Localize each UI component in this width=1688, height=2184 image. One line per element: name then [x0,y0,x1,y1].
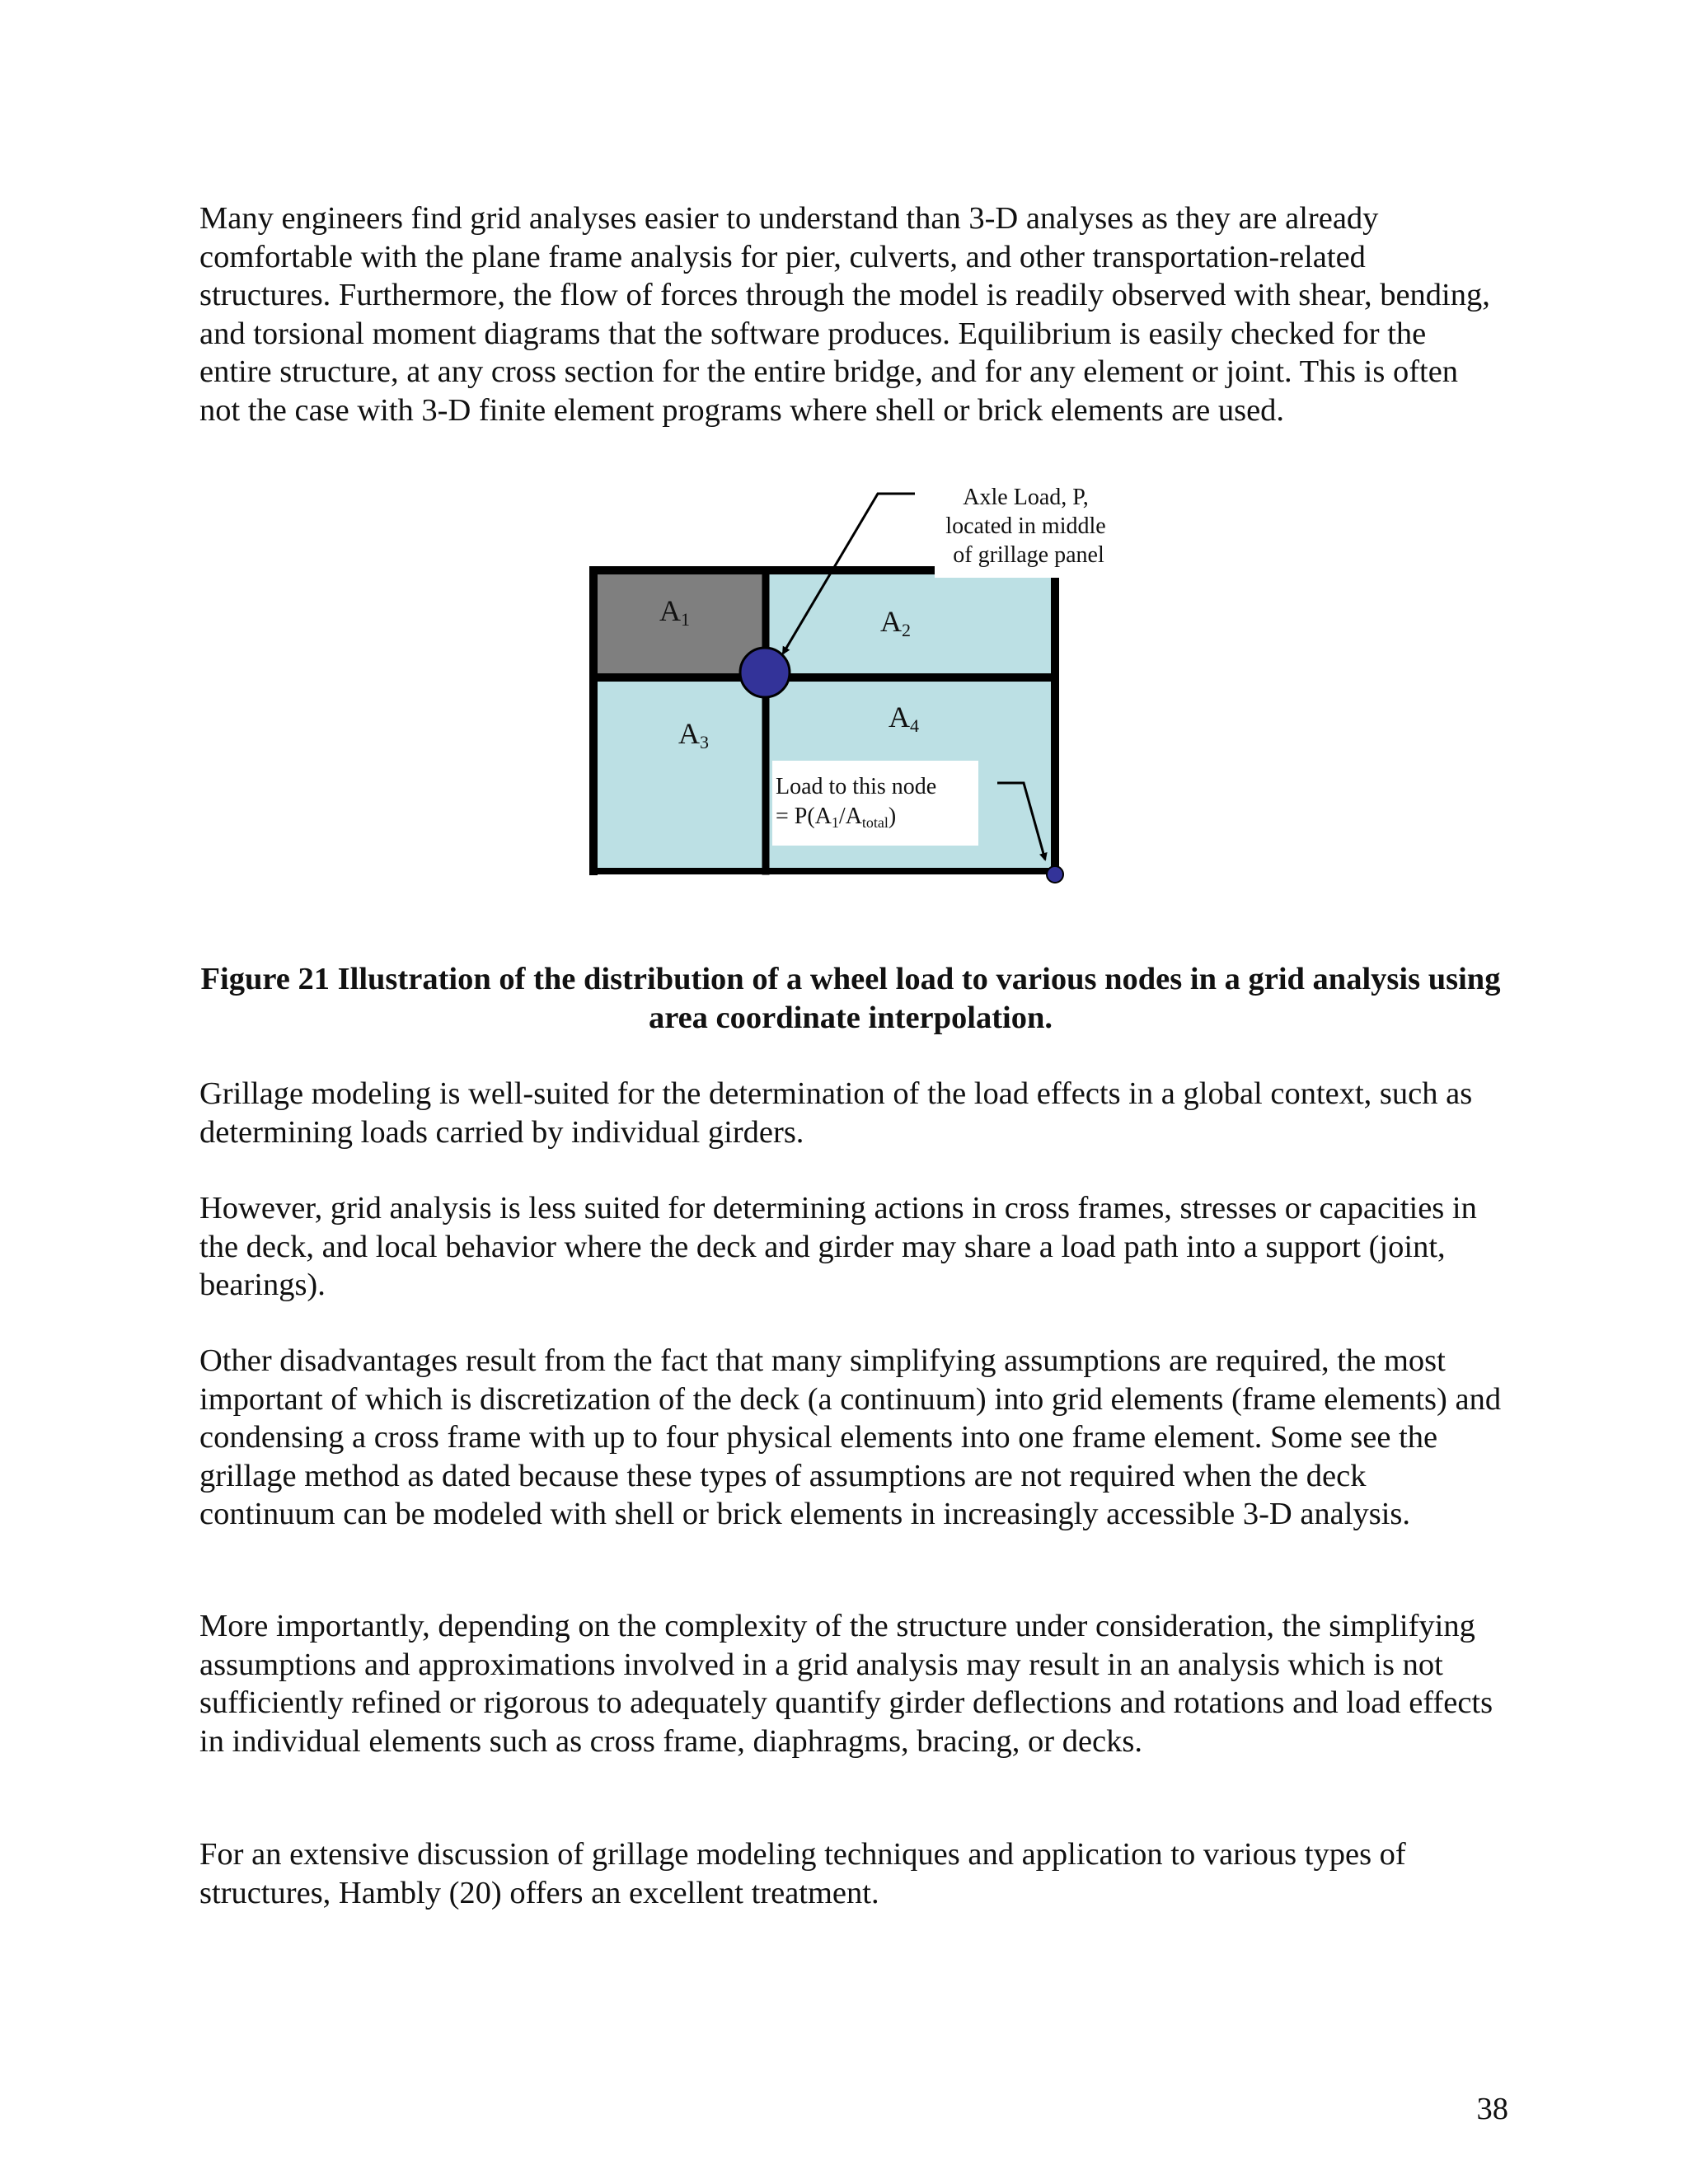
axle-label [945,485,1111,568]
paragraph-hambly-reference: For an extensive discussion of grillage modeling techniques and application to various types of structures, Hambly (20) offers an excellent treatment. [199,1837,1406,1910]
area-a4-subscript: 4 [910,715,919,736]
area-a2-subscript: 2 [902,620,911,640]
node-label-prefix: = P(A [776,804,832,829]
area-a3-subscript: 3 [700,732,709,752]
axle-label-line-1: Axle Load, P, [963,485,1089,510]
area-a3-panel [593,677,765,871]
node-label-line-1: Load to this node [776,774,937,799]
paragraph-grid-analysis-intro: Many engineers find grid analyses easier to understand than 3-D analyses as they are already comfortable with the plane frame analysis for pier, culverts, and other transportation-related structures. Furthermore, the flow of forces through the model is readily observed with shear, bending, and torsional moment diagrams that the software produces. Equilibrium is easily checked for the entire structure, at any cross section for the entire bridge, and for any element or joint. This is often not the case with 3-D finite element programs where shell or brick elements are used. [199,201,1490,428]
paragraph-grillage-well-suited: Grillage modeling is well-suited for the determination of the load effects in a global context, such as determining loads carried by individual girders. [199,1076,1473,1150]
area-a1-letter: A [659,594,681,627]
figure-caption: Figure 21 Illustration of the distribution of a wheel load to various nodes in a grid analysis using area coordinate interpolation. [200,962,1501,1035]
node-label-sub-1: 1 [831,814,839,831]
area-a2-letter: A [880,605,902,638]
figure-svg [577,482,1137,894]
grillage-load-distribution-figure [577,482,1137,894]
node-label-suffix: ) [888,804,897,829]
area-a4-letter: A [889,701,910,733]
corner-node [1047,866,1063,883]
paragraph-grid-less-suited: However, grid analysis is less suited for determining actions in cross frames, stresses or capacities in the deck, and local behavior where the deck and girder may share a load path into a support (joint, bearings). [199,1191,1477,1302]
axle-label-line-2: located in middle [945,513,1106,539]
axle-label-line-3: of grillage panel [953,542,1104,568]
axle-load-node [740,648,790,697]
page-number: 38 [1476,2092,1508,2126]
node-label-sub-total: total [861,814,889,831]
paragraph-disadvantages: Other disadvantages result from the fact that many simplifying assumptions are required, the most important of which is discretization of the deck (a continuum) into grid elements (frame elements) and condensing a cross frame with up to four physical elements into one frame element. Some see the grillage method as dated because these types of assumptions are not required when the deck continuum can be modeled with shell or brick elements in increasingly accessible 3-D analysis. [199,1343,1502,1531]
paragraph-more-importantly: More importantly, depending on the complexity of the structure under consideration, the simplifying assumptions and approximations involved in a grid analysis may result in an analysis which is not sufficiently refined or rigorous to adequately quantify girder deflections and rotations and load effects in individual elements such as cross frame, diaphragms, bracing, or decks. [199,1609,1493,1759]
area-a1-subscript: 1 [681,609,690,630]
node-label-mid: /A [838,804,862,829]
area-a3-letter: A [678,717,700,750]
